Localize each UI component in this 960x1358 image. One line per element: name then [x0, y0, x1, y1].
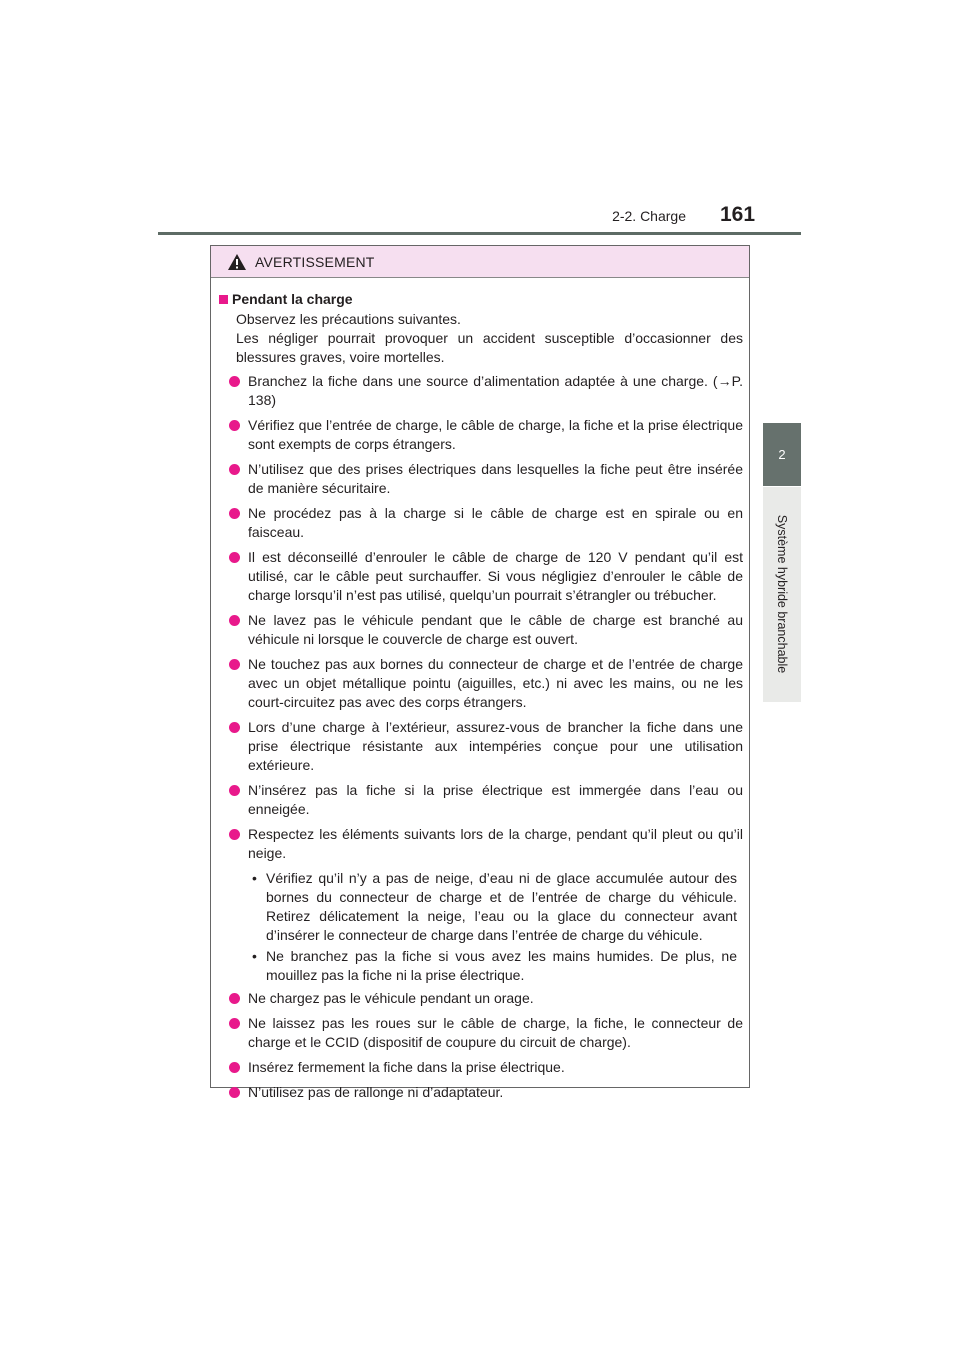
list-item-text: Ne laissez pas les roues sur le câble de charge, la fiche, le connecteur de charge et le CCID (dispositif de coupure du circuit de charge).: [248, 1015, 743, 1050]
sub-list-item: [248, 947, 743, 985]
sub-list-item: [248, 869, 743, 945]
list-item-text: Ne chargez pas le véhicule pendant un orage.: [248, 990, 534, 1006]
pink-dot-icon: [229, 464, 240, 475]
sub-bullet-list: [217, 869, 743, 985]
chapter-label: Système hybride branchable: [775, 514, 789, 674]
sub-list-item-text: Ne branchez pas la fiche si vous avez les mains humides. De plus, ne mouillez pas la fiche ni la prise électrique.: [266, 948, 737, 983]
list-item-text: Respectez les éléments suivants lors de la charge, pendant qu’il pleut ou qu’il neige.: [248, 826, 743, 861]
warning-title: AVERTISSEMENT: [255, 253, 375, 270]
pink-dot-icon: [229, 1018, 240, 1029]
pink-dot-icon: [229, 1087, 240, 1098]
list-item-text: Branchez la fiche dans une source d’alimentation adaptée à une charge. (→P. 138): [248, 373, 743, 408]
page-header: [0, 0, 960, 240]
list-item: [217, 504, 743, 542]
list-item: [217, 548, 743, 605]
list-item: [217, 718, 743, 775]
intro-text: [217, 310, 743, 367]
list-item-text: Ne touchez pas aux bornes du connecteur de charge et de l’entrée de charge avec un objet métallique pointu (aiguilles, etc.) ni avec les mains, ou ne les court-circuitez pas avec des corps étrangers.: [248, 656, 743, 710]
list-item: [217, 460, 743, 498]
list-item: [217, 989, 743, 1008]
square-bullet-icon: [219, 295, 228, 304]
list-item-text: N’insérez pas la fiche si la prise électrique est immergée dans l’eau ou enneigée.: [248, 782, 743, 817]
sub-list-item-text: Vérifiez qu’il n’y a pas de neige, d’eau ni de glace accumulée autour des bornes du connecteur de charge et de l’entrée de charge du véhicule. Retirez délicatement la neige, l’eau ou la glace du connecteur avant d’insérer le connecteur de charge dans l’entrée de charge du véhicule.: [266, 870, 737, 943]
list-item-text: N’utilisez pas de rallonge ni d’adaptateur.: [248, 1084, 504, 1100]
list-item-text: Ne lavez pas le véhicule pendant que le câble de charge est branché au véhicule ni lorsque le couvercle de charge est ouvert.: [248, 612, 743, 647]
pink-dot-icon: [229, 785, 240, 796]
intro-line: Observez les précautions suivantes.: [236, 311, 461, 327]
pink-dot-icon: [229, 993, 240, 1004]
list-item: [217, 781, 743, 819]
list-item: [217, 655, 743, 712]
warning-box: [210, 245, 750, 1100]
list-item: [217, 611, 743, 649]
warning-triangle-icon: [227, 253, 247, 271]
list-item: [217, 372, 743, 410]
list-item: [217, 1014, 743, 1052]
list-item: [217, 416, 743, 454]
pink-dot-icon: [229, 659, 240, 670]
list-item-text: Insérez fermement la fiche dans la prise électrique.: [248, 1059, 565, 1075]
bullet-list: [217, 372, 743, 863]
list-item-text: Lors d’une charge à l’extérieur, assurez-vous de brancher la fiche dans une prise électrique résistante aux intempéries conçue pour une utilisation extérieure.: [248, 719, 743, 773]
pink-dot-icon: [229, 829, 240, 840]
sub-bullet-mark: •: [252, 948, 257, 964]
pink-dot-icon: [229, 376, 240, 387]
intro-line: Les négliger pourrait provoquer un accident susceptible d’occasionner des blessures graves, voire mortelles.: [236, 330, 743, 365]
list-item-text: Vérifiez que l’entrée de charge, le câble de charge, la fiche et la prise électrique sont exempts de corps étrangers.: [248, 417, 743, 452]
section-heading-text: Pendant la charge: [232, 291, 353, 307]
sub-bullet-mark: •: [252, 870, 257, 886]
warning-content: [211, 278, 749, 1102]
section-heading: [217, 290, 743, 309]
list-item: [217, 1058, 743, 1077]
pink-dot-icon: [229, 1062, 240, 1073]
chapter-tab: [763, 423, 801, 486]
bullet-list-continued: [217, 989, 743, 1102]
pink-dot-icon: [229, 552, 240, 563]
list-item-text: Il est déconseillé d’enrouler le câble de charge de 120 V pendant qu’il est utilisé, car le câble peut surchauffer. Si vous négligiez d’enrouler le câble de charge lorsqu’il n’est pas utilisé, quelqu’un pourrait s’étrangler ou trébucher.: [248, 549, 743, 603]
page-number: 161: [720, 203, 756, 226]
list-item-text: Ne procédez pas à la charge si le câble de charge est en spirale ou en faisceau.: [248, 505, 743, 540]
header-rule: [158, 232, 801, 235]
pink-dot-icon: [229, 420, 240, 431]
list-item: [217, 1083, 743, 1102]
pink-dot-icon: [229, 722, 240, 733]
warning-header: [211, 246, 749, 278]
pink-dot-icon: [229, 508, 240, 519]
list-item: [217, 825, 743, 863]
list-item-text: N’utilisez que des prises électriques dans lesquelles la fiche peut être insérée de manière sécuritaire.: [248, 461, 743, 496]
section-title: 2-2. Charge: [612, 208, 686, 224]
chapter-number: 2: [778, 447, 786, 462]
pink-dot-icon: [229, 615, 240, 626]
